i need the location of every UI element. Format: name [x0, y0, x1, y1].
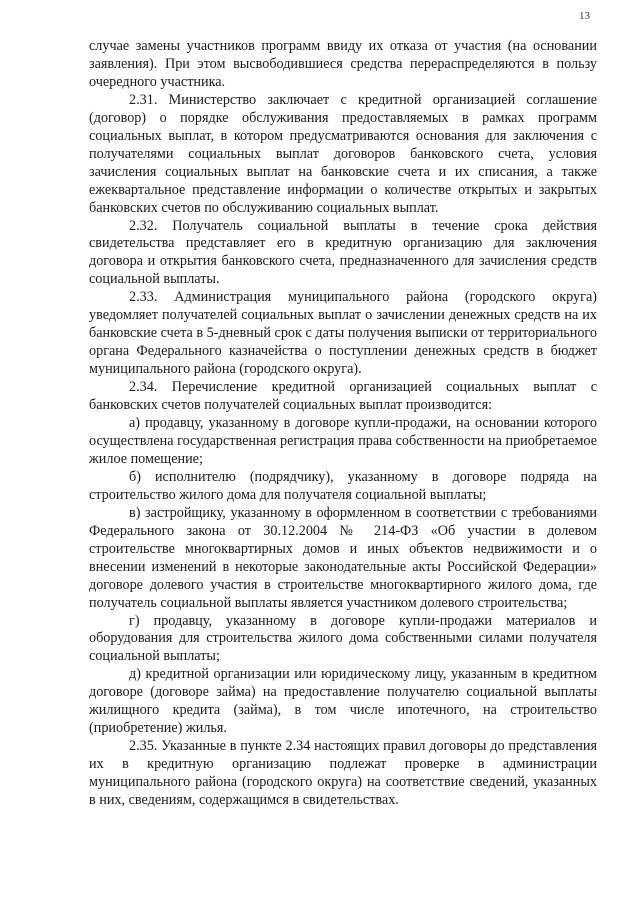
list-item-g: г) продавцу, указанному в договоре купли-продажи материалов и оборудования для строительства жилого дома собственными силами получателя социальной выплаты;: [89, 612, 597, 665]
list-item-b: б) исполнителю (подрядчику), указанному в договоре подряда на строительство жилого дома для получателя социальной выплаты;: [89, 468, 597, 503]
paragraph-2-33: 2.33. Администрация муниципального района (городского округа) уведомляет получателей социальных выплат о зачислении денежных средств на их банковские счета в 5-дневный срок с даты получения выписки от территориального органа Федерального казначейства о поступлении денежных средств в бюджет муниципального района (городского округа).: [89, 289, 597, 378]
document-body: [89, 38, 597, 810]
paragraph-2-34: 2.34. Перечисление кредитной организацией социальных выплат с банковских счетов получателей социальных выплат производится:: [89, 379, 597, 414]
paragraph-2-35: 2.35. Указанные в пункте 2.34 настоящих правил договоры до представления их в кредитную организацию подлежат проверке в администрации муниципального района (городского округа) на соответствие сведений, указанных в них, сведениям, содержащимся в свидетельствах.: [89, 738, 597, 809]
paragraph-2-31: 2.31. Министерство заключает с кредитной организацией соглашение (договор) о порядке обслуживания предоставляемых в рамках программ социальных выплат, в котором предусматриваются основания для заключения с получателями социальных выплат договоров банковского счета, условия зачисления социальных выплат на банковские счета и их списания, а также ежеквартальное представление информации о количестве открытых и закрытых банковских счетов по обслуживанию социальных выплат.: [89, 91, 597, 216]
list-item-d: д) кредитной организации или юридическому лицу, указанным в кредитном договоре (договоре займа) на предоставление получателю социальной выплаты жилищного кредита (займа), в том числе ипотечного, на строительство (приобретение) жилья.: [89, 666, 597, 737]
list-item-a: а) продавцу, указанному в договоре купли-продажи, на основании которого осуществлена государственная регистрация права собственности на приобретаемое жилое помещение;: [89, 415, 597, 467]
page-number: 13: [579, 10, 590, 22]
paragraph-intro: случае замены участников программ ввиду их отказа от участия (на основании заявления). При этом высвободившиеся средства перераспределяются в пользу очередного участника.: [89, 38, 597, 90]
paragraph-2-32: 2.32. Получатель социальной выплаты в течение срока действия свидетельства представляет его в кредитную организацию для заключения договора и открытия банковского счета, предназначенного для зачисления средств социальной выплаты.: [89, 217, 597, 288]
list-item-v: в) застройщику, указанному в оформленном в соответствии с требованиями Федерального закона от 30.12.2004 № 214-ФЗ «Об участии в долевом строительстве многоквартирных домов и иных объектов недвижимости и о внесении изменений в некоторые законодательные акты Российской Федерации» договоре долевого участия в строительстве многоквартирного жилого дома, где получатель социальной выплаты является участником долевого строительства;: [89, 504, 597, 611]
